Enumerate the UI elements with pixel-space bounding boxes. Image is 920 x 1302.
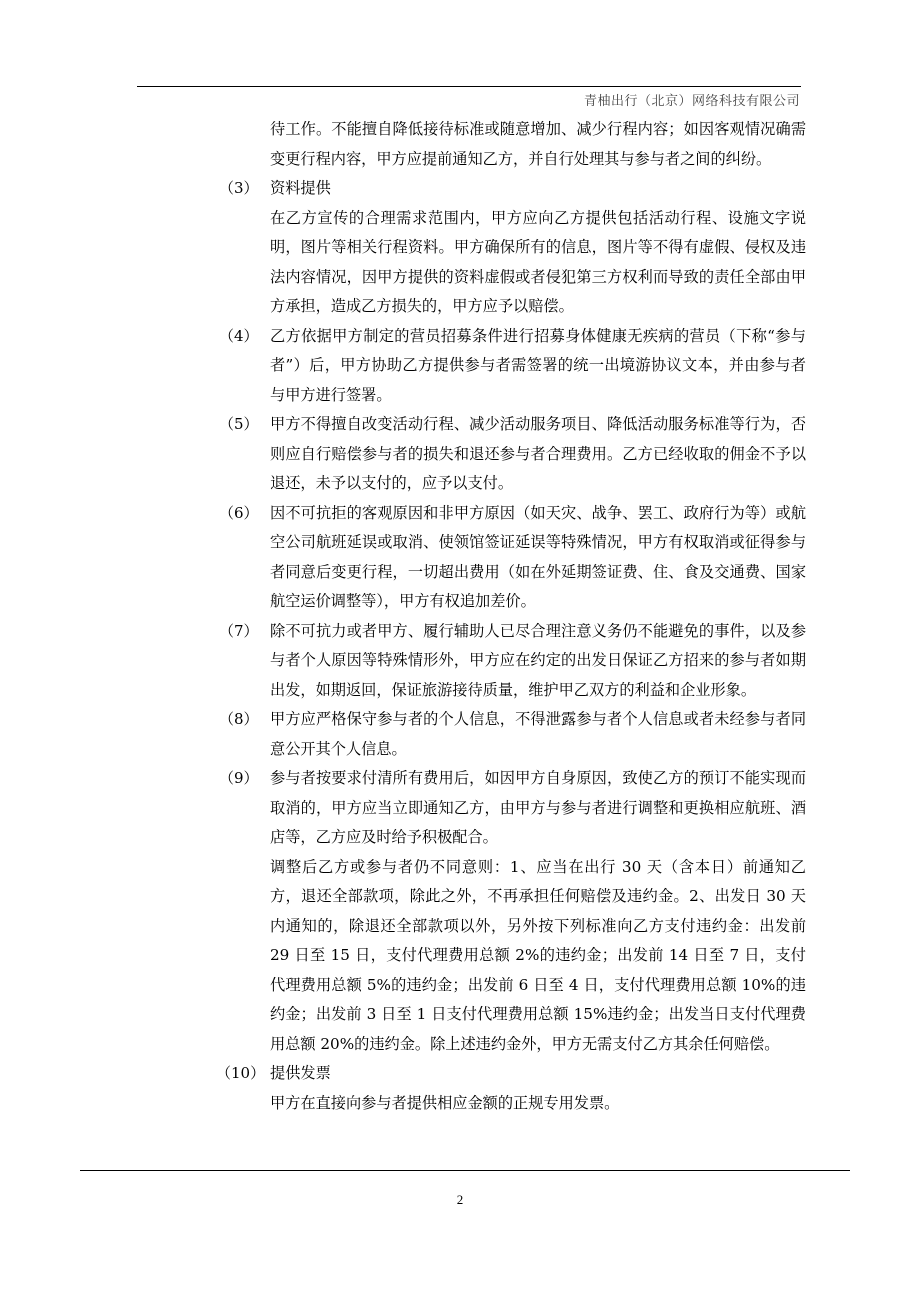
clause-text: 在乙方宣传的合理需求范围内，甲方应向乙方提供包括活动行程、设施文字说明，图片等相关行程资料。甲方确保所有的信息，图片等不得有虚假、侵权及违法内容情况，因甲方提供的资料虚假或者侵犯第三方权利而导致的责任全部由甲方承担，造成乙方损失的，甲方应予以赔偿。 xyxy=(270,208,806,315)
clause-text: 参与者按要求付清所有费用后，如因甲方自身原因，致使乙方的预订不能实现而取消的，甲方应当立即通知乙方，由甲方与参与者进行调整和更换相应航班、酒店等，乙方应及时给予积极配合。 xyxy=(270,769,806,846)
clause-number: （6） xyxy=(219,503,259,522)
clause-text: 乙方依据甲方制定的营员招募条件进行招募身体健康无疾病的营员（下称“参与者”）后，甲方协助乙方提供参与者需签署的统一出境游协议文本，并由参与者与甲方进行签署。 xyxy=(270,326,806,404)
clause-text: 甲方应严格保守参与者的个人信息，不得泄露参与者个人信息或者未经参与者同意公开其个人信息。 xyxy=(270,710,806,758)
clause-text: 除不可抗力或者甲方、履行辅助人已尽合理注意义务仍不能避免的事件，以及参与者个人原因等特殊情形外，甲方应在约定的出发日保证乙方招来的参与者如期出发，如期返回，保证旅游接待质量，维护甲乙双方的利益和企业形象。 xyxy=(270,621,806,699)
clause-text: 调整后乙方或参与者仍不同意则：1、应当在出行 30 天（含本日）前通知乙方，退还全部款项，除此之外，不再承担任何赔偿及违约金。2、出发日 30 天内通知的，除退还全部款项以外，另外按下列标准向乙方支付违约金：出发前 29 日至 15 日，支付代理费用总额 2%的违约金；出发前 14 日至 7 日，支付代理费用总额 5%的违约金；出发前 6 日至 4 日，支付代理费用总额 10%的违约金；出发前 3 日至 1 日支付代理费用总额 15%违约金；出发当日支付代理费用总额 20%的违约金。除上述违约金外，甲方无需支付乙方其余任何赔偿。 xyxy=(270,857,806,1053)
clause-10 xyxy=(0,1059,920,1118)
clause-text: 待工作。不能擅自降低接待标准或随意增加、减少行程内容；如因客观情况确需变更行程内容，甲方应提前通知乙方，并自行处理其与参与者之间的纠纷。 xyxy=(270,120,806,168)
footer-rule xyxy=(80,1170,850,1171)
clause-number: （9） xyxy=(219,769,259,787)
clause-number: （10） xyxy=(216,1064,266,1082)
header-rule xyxy=(137,86,801,87)
clause-number: （7） xyxy=(219,621,259,640)
document-body xyxy=(0,115,920,1118)
clause-4 xyxy=(0,322,920,411)
clause-number: （4） xyxy=(219,326,259,345)
clause-text: 甲方不得擅自改变活动行程、减少活动服务项目、降低活动服务标准等行为，否则应自行赔偿参与者的损失和退还参与者合理费用。乙方已经收取的佣金不予以退还，未予以支付的，应予以支付。 xyxy=(270,415,806,492)
clause-5 xyxy=(0,410,920,499)
page-number: 2 xyxy=(456,1192,464,1207)
clause-9 xyxy=(0,764,920,1059)
clause-text: 甲方在直接向参与者提供相应金额的正规专用发票。 xyxy=(270,1093,620,1112)
header-company-name: 青柚出行（北京）网络科技有限公司 xyxy=(583,94,800,109)
clause-text: 因不可抗拒的客观原因和非甲方原因（如天灾、战争、罢工、政府行为等）或航空公司航班延误或取消、使领馆签证延误等特殊情况，甲方有权取消或征得参与者同意后变更行程，一切超出费用（如在外延期签证费、住、食及交通费、国家航空运价调整等），甲方有权追加差价。 xyxy=(270,503,806,610)
clause-heading: 提供发票 xyxy=(270,1064,331,1082)
clause-8 xyxy=(0,705,920,764)
clause-heading: 资料提供 xyxy=(270,179,331,197)
clause-number: （3） xyxy=(219,179,259,197)
clause-6 xyxy=(0,499,920,617)
clause-continuation xyxy=(0,115,920,174)
clause-number: （8） xyxy=(219,710,259,728)
clause-7 xyxy=(0,617,920,706)
clause-3 xyxy=(0,174,920,322)
clause-number: （5） xyxy=(219,415,259,433)
